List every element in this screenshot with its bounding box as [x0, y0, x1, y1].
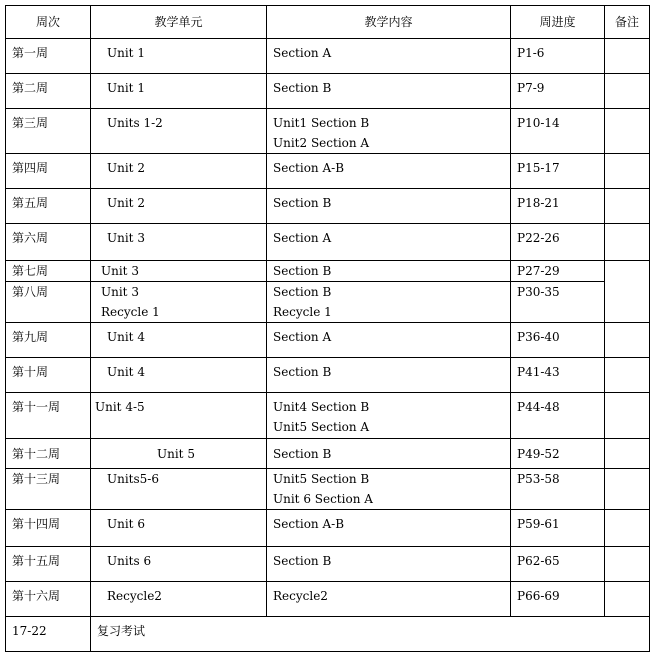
unit-cell: Recycle2: [91, 582, 267, 617]
note-cell: [605, 261, 650, 323]
unit-cell: Unit 1: [91, 39, 267, 74]
content-cell: Section A: [267, 224, 511, 261]
unit-cell: Unit 6: [91, 510, 267, 547]
week-cell: 第四周: [6, 154, 91, 189]
week-cell: 第三周: [6, 109, 91, 154]
table-row: [6, 261, 650, 282]
progress-cell: P27-29: [511, 261, 605, 282]
table-row: [6, 439, 650, 469]
content-cell: Unit4 Section B Unit5 Section A: [267, 393, 511, 439]
unit-cell: Unit 3: [91, 261, 267, 282]
unit-cell: Units 1-2: [91, 109, 267, 154]
table-row: [6, 224, 650, 261]
content-cell: Section B Recycle 1: [267, 282, 511, 323]
header-unit: 教学单元: [91, 6, 267, 39]
week-cell: 第九周: [6, 323, 91, 358]
table-row: [6, 358, 650, 393]
progress-cell: P53-58: [511, 469, 605, 510]
table-row: [6, 547, 650, 582]
note-cell: [605, 74, 650, 109]
unit-cell: Unit 4-5: [91, 393, 267, 439]
content-cell: Section A-B: [267, 154, 511, 189]
progress-cell: P18-21: [511, 189, 605, 224]
week-cell: 第十二周: [6, 439, 91, 469]
note-cell: [605, 358, 650, 393]
note-cell: [605, 547, 650, 582]
content-cell: Section B: [267, 189, 511, 224]
header-row: [6, 6, 650, 39]
note-cell: [605, 154, 650, 189]
week-cell: 第十五周: [6, 547, 91, 582]
unit-cell: Unit 2: [91, 154, 267, 189]
week-cell: 第二周: [6, 74, 91, 109]
week-cell: 第十六周: [6, 582, 91, 617]
table-row: [6, 154, 650, 189]
week-cell: 第一周: [6, 39, 91, 74]
header-progress: 周进度: [511, 6, 605, 39]
content-cell: Section B: [267, 74, 511, 109]
content-cell: Unit1 Section B Unit2 Section A: [267, 109, 511, 154]
table-row: [6, 510, 650, 547]
footer-week-cell: 17-22: [6, 617, 91, 652]
note-cell: [605, 469, 650, 510]
unit-cell: Unit 3: [91, 224, 267, 261]
unit-cell: Unit 3 Recycle 1: [91, 282, 267, 323]
progress-cell: P15-17: [511, 154, 605, 189]
week-cell: 第十四周: [6, 510, 91, 547]
content-cell: Unit5 Section B Unit 6 Section A: [267, 469, 511, 510]
progress-cell: P7-9: [511, 74, 605, 109]
content-cell: Recycle2: [267, 582, 511, 617]
header-content: 教学内容: [267, 6, 511, 39]
table-row: [6, 282, 650, 323]
progress-cell: P66-69: [511, 582, 605, 617]
note-cell: [605, 393, 650, 439]
unit-cell: Unit 2: [91, 189, 267, 224]
progress-cell: P41-43: [511, 358, 605, 393]
table-row: [6, 189, 650, 224]
footer-row: [6, 617, 650, 652]
note-cell: [605, 323, 650, 358]
progress-cell: P30-35: [511, 282, 605, 323]
week-cell: 第十三周: [6, 469, 91, 510]
table-row: [6, 39, 650, 74]
content-cell: Section B: [267, 358, 511, 393]
week-cell: 第五周: [6, 189, 91, 224]
content-cell: Section A: [267, 323, 511, 358]
header-note: 备注: [605, 6, 650, 39]
header-week: 周次: [6, 6, 91, 39]
unit-cell: Unit 4: [91, 323, 267, 358]
note-cell: [605, 582, 650, 617]
unit-cell: Unit 4: [91, 358, 267, 393]
content-cell: Section B: [267, 261, 511, 282]
unit-cell: Units5-6: [91, 469, 267, 510]
content-cell: Section A: [267, 39, 511, 74]
note-cell: [605, 39, 650, 74]
week-cell: 第七周: [6, 261, 91, 282]
week-cell: 第六周: [6, 224, 91, 261]
note-cell: [605, 439, 650, 469]
note-cell: [605, 189, 650, 224]
unit-cell: Unit 1: [91, 74, 267, 109]
note-cell: [605, 109, 650, 154]
table-row: [6, 469, 650, 510]
week-cell: 第十一周: [6, 393, 91, 439]
progress-cell: P49-52: [511, 439, 605, 469]
footer-text-cell: 复习考试: [91, 617, 650, 652]
table-row: [6, 393, 650, 439]
week-cell: 第十周: [6, 358, 91, 393]
progress-cell: P36-40: [511, 323, 605, 358]
progress-cell: P10-14: [511, 109, 605, 154]
note-cell: [605, 510, 650, 547]
progress-cell: P59-61: [511, 510, 605, 547]
content-cell: Section A-B: [267, 510, 511, 547]
table-row: [6, 323, 650, 358]
unit-cell: Units 6: [91, 547, 267, 582]
content-cell: Section B: [267, 547, 511, 582]
table-row: [6, 74, 650, 109]
progress-cell: P1-6: [511, 39, 605, 74]
table-row: [6, 109, 650, 154]
table-row: [6, 582, 650, 617]
progress-cell: P44-48: [511, 393, 605, 439]
content-cell: Section B: [267, 439, 511, 469]
progress-cell: P62-65: [511, 547, 605, 582]
week-cell: 第八周: [6, 282, 91, 323]
note-cell: [605, 224, 650, 261]
schedule-table: [5, 5, 650, 652]
progress-cell: P22-26: [511, 224, 605, 261]
unit-cell: Unit 5: [91, 439, 267, 469]
